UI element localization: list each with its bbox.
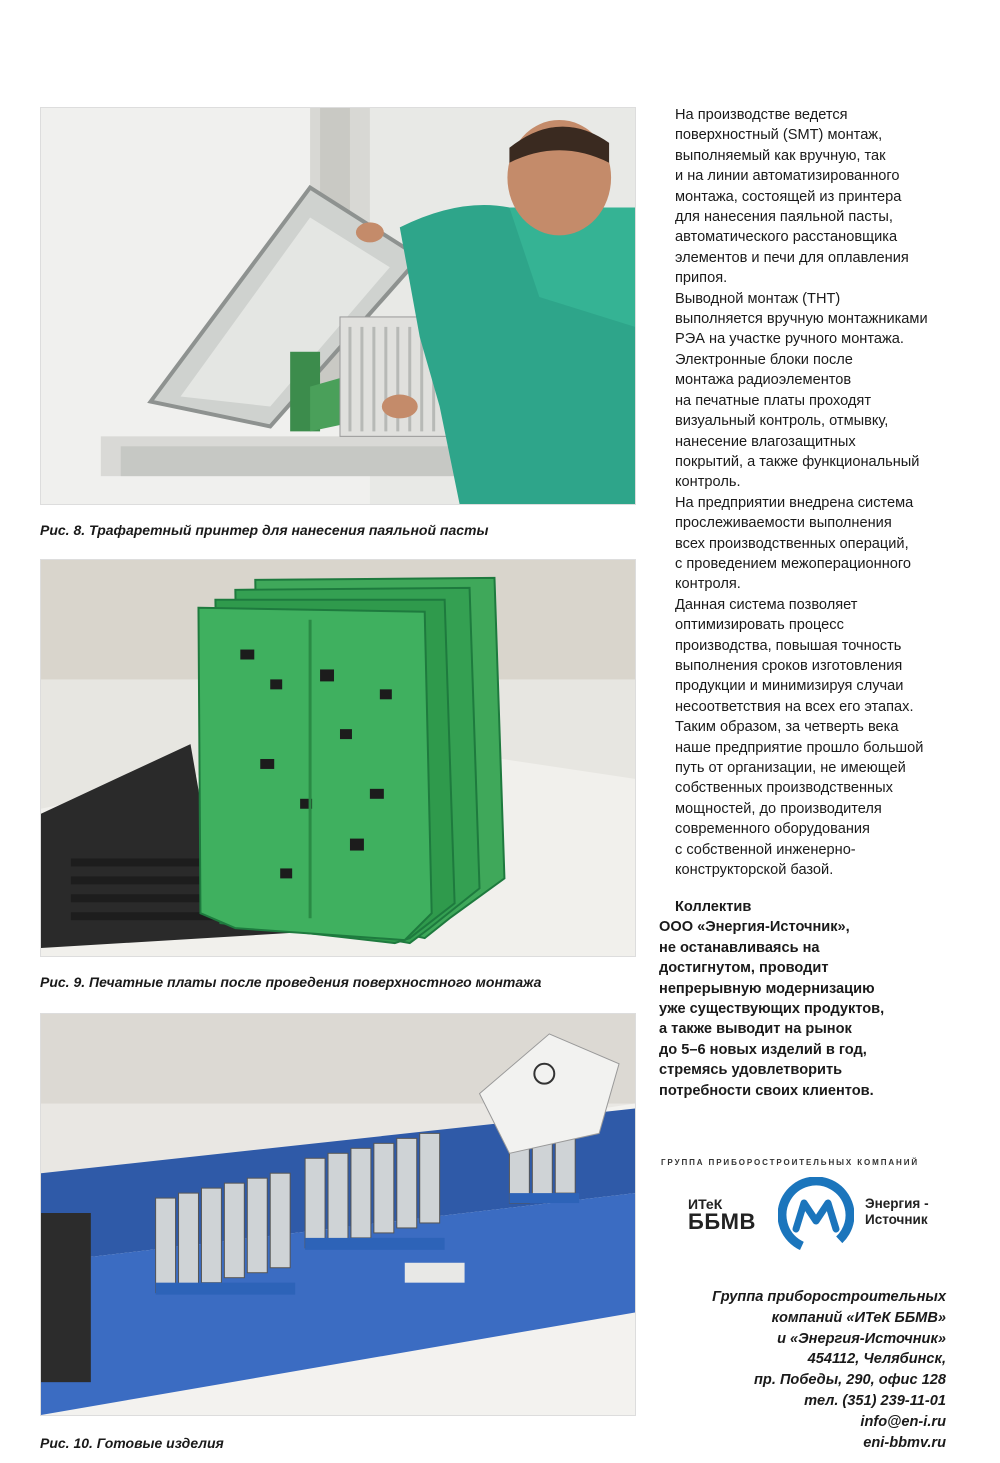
- contact-address: [712, 1287, 946, 1453]
- company-logo: [655, 1155, 950, 1255]
- address-line: 454112, Челябинск,: [807, 1351, 946, 1368]
- address-line: пр. Победы, 290, офис 128: [754, 1372, 946, 1389]
- paragraph: Таким образом, за четверть века наше предприятие прошло большой путь от организации, не имеющей собственных производственных мощностей, до производителя современного оборудования с собственной инженерно- конструкторской базой.: [675, 719, 924, 879]
- address-line: компаний «ИТеК ББМВ»: [771, 1309, 946, 1326]
- figure-8-caption: Рис. 8. Трафаретный принтер для нанесения паяльной пасты: [40, 522, 489, 538]
- paragraph: Выводной монтаж (ТНТ) выполняется вручную монтажниками РЭА на участке ручного монтажа.: [675, 290, 928, 348]
- figure-9-photo: [40, 559, 636, 957]
- address-line: и «Энергия-Источник»: [777, 1330, 946, 1347]
- logo-energy-source: Энергия - Источник: [865, 1196, 929, 1227]
- figure-9-caption: Рис. 9. Печатные платы после проведения поверхностного монтажа: [40, 974, 542, 990]
- figure-10-photo: [40, 1013, 636, 1416]
- address-line: Группа приборостроительных: [712, 1289, 946, 1305]
- paragraph: На предприятии внедрена система прослеживаемости выполнения всех производственных операций, с проведением межоперационного контроля.: [675, 494, 914, 593]
- article-body: [659, 105, 959, 880]
- closing-statement: Коллектив ООО «Энергия-Источник», не останавливаясь на достигнутом, проводит непрерывную модернизацию уже существующих продуктов, а также выводит на рынок до 5–6 новых изделий в год, стремясь удовлетворить потребности своих клиентов.: [659, 899, 885, 1099]
- website-link[interactable]: eni-bbmv.ru: [863, 1434, 946, 1451]
- paragraph: На производстве ведется поверхностный (SMT) монтаж, выполняемый как вручную, так и на линии автоматизированного монтажа, состоящей из принтера для нанесения паяльной пасты, автоматического расстановщика элементов и печи для оплавления припоя.: [675, 107, 909, 287]
- phone-number: тел. (351) 239-11-01: [804, 1392, 946, 1409]
- logo-group-label: ГРУППА ПРИБОРОСТРОИТЕЛЬНЫХ КОМПАНИЙ: [661, 1158, 919, 1167]
- paragraph: Данная система позволяет оптимизировать процесс производства, повышая точность выполнения сроков изготовления продукции и минимизируя случаи несоответствия на всех его этапах.: [675, 596, 914, 715]
- paragraph: Электронные блоки после монтажа радиоэлементов на печатные платы проходят визуальный контроль, отмывку, нанесение влагозащитных покрытий, а также функциональный контроль.: [675, 351, 920, 491]
- logo-emblem-icon: [778, 1177, 854, 1253]
- email-link[interactable]: info@en-i.ru: [860, 1413, 946, 1430]
- logo-itek-bbmv: ИТеК ББМВ: [688, 1196, 756, 1234]
- figure-10-caption: Рис. 10. Готовые изделия: [40, 1435, 224, 1451]
- figure-8-photo: [40, 107, 636, 505]
